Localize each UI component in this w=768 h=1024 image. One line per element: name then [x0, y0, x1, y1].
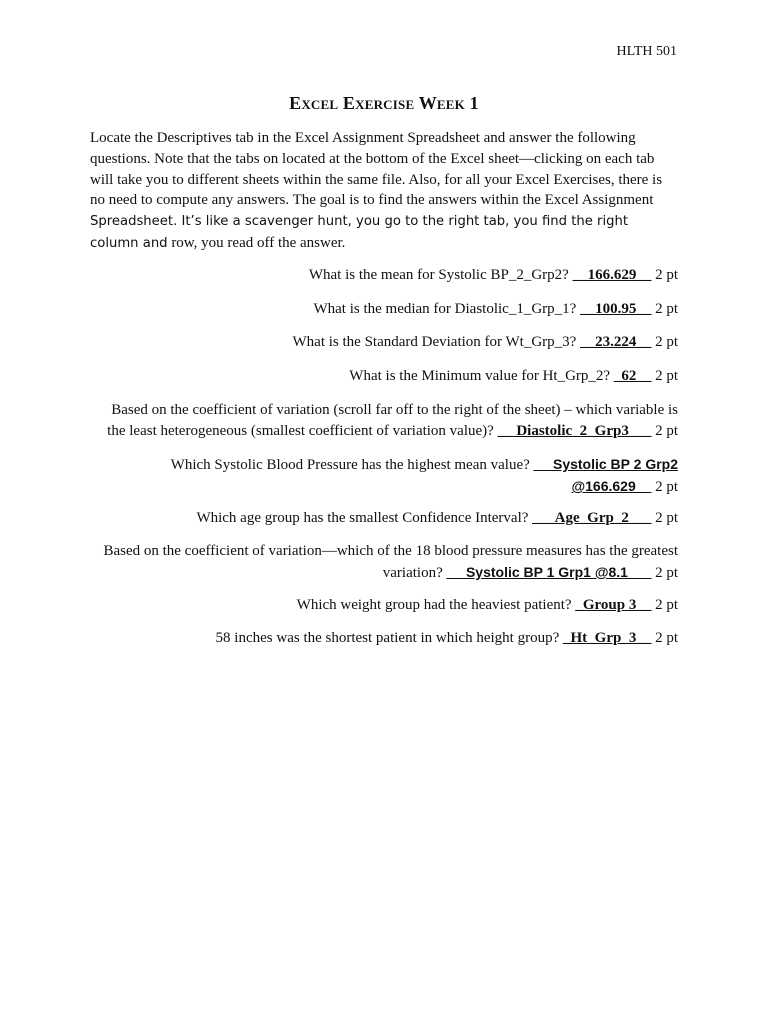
- points: 2 pt: [655, 301, 678, 317]
- question-text: What is the Standard Deviation for Wt_Grp_3?: [292, 334, 577, 350]
- intro-paragraph: [90, 128, 680, 255]
- question-7: [78, 508, 678, 529]
- answer-text: __100.95__: [580, 301, 652, 317]
- answer-text: __166.629__: [572, 267, 652, 283]
- question-line2: [78, 476, 678, 498]
- question-10: [78, 628, 678, 649]
- question-5: [78, 400, 678, 442]
- question-text-line1: Based on the coefficient of variation—which of the 18 blood pressure measures has the greatest: [103, 543, 678, 559]
- points: 2 pt: [655, 267, 678, 283]
- page-title: Excel Exercise Week 1: [289, 93, 479, 113]
- question-text: 58 inches was the shortest patient in which height group?: [215, 630, 560, 646]
- question-line2: [78, 562, 678, 584]
- course-code: HLTH 501: [616, 44, 677, 59]
- question-text: Which age group has the smallest Confidence Interval?: [196, 510, 529, 526]
- points: 2 pt: [655, 565, 678, 581]
- points: 2 pt: [655, 423, 678, 439]
- intro-text-end: row, you read off the answer.: [171, 234, 346, 251]
- points: 2 pt: [655, 630, 678, 646]
- points: 2 pt: [655, 510, 678, 526]
- question-6: [78, 454, 678, 498]
- question-4: [78, 366, 678, 387]
- question-text-line2: the least heterogeneous (smallest coefficient of variation value)?: [107, 423, 494, 439]
- points: 2 pt: [655, 597, 678, 613]
- answer-text-line1: __ Systolic BP 2 Grp2: [533, 456, 678, 472]
- answer-text-line2: @166.629__: [571, 478, 652, 494]
- question-3: [78, 332, 678, 353]
- answer-text: ___Age_Grp_2___: [532, 510, 652, 526]
- question-9: [78, 595, 678, 616]
- question-line2: [78, 421, 678, 442]
- answer-text: _Group 3__: [575, 597, 652, 613]
- question-text: Which Systolic Blood Pressure has the highest mean value?: [170, 457, 530, 473]
- question-text: What is the mean for Systolic BP_2_Grp2?: [308, 267, 569, 283]
- points: 2 pt: [655, 479, 678, 495]
- question-text: Which weight group had the heaviest patient?: [296, 597, 572, 613]
- answer-text: __ Systolic BP 1 Grp1 @8.1___: [446, 564, 652, 580]
- question-line1: [78, 454, 678, 476]
- answer-text: __23.224__: [580, 334, 652, 350]
- question-8: [78, 541, 678, 584]
- question-text-line2: variation?: [382, 565, 443, 581]
- question-text-line1: Based on the coefficient of variation (scroll far off to the right of the sheet) – which variable is: [111, 402, 678, 418]
- points: 2 pt: [655, 334, 678, 350]
- question-text: What is the Minimum value for Ht_Grp_2?: [349, 368, 611, 384]
- question-text: What is the median for Diastolic_1_Grp_1?: [313, 301, 577, 317]
- intro-text: Locate the Descriptives tab in the Excel Assignment Spreadsheet and answer the following questions. Note that the tabs on located at the bottom of the Excel sheet—clicking on each tab will take you to different sheets within the same file. Also, for all your Excel Exercises, there is no need to compute any answers. The goal is to find the answers within the Excel Assignment: [90, 130, 663, 209]
- intro-text-alt: Spreadsheet. It’s like a scavenger hunt, you go to the right tab, you find the right column and: [90, 214, 629, 251]
- answer-text: _Ht_Grp_3__: [562, 630, 652, 646]
- question-2: [78, 299, 678, 320]
- question-1: [78, 265, 678, 286]
- answer-text: __ Diastolic_2_Grp3___: [497, 423, 652, 439]
- points: 2 pt: [655, 368, 678, 384]
- answer-text: _62__: [613, 368, 652, 384]
